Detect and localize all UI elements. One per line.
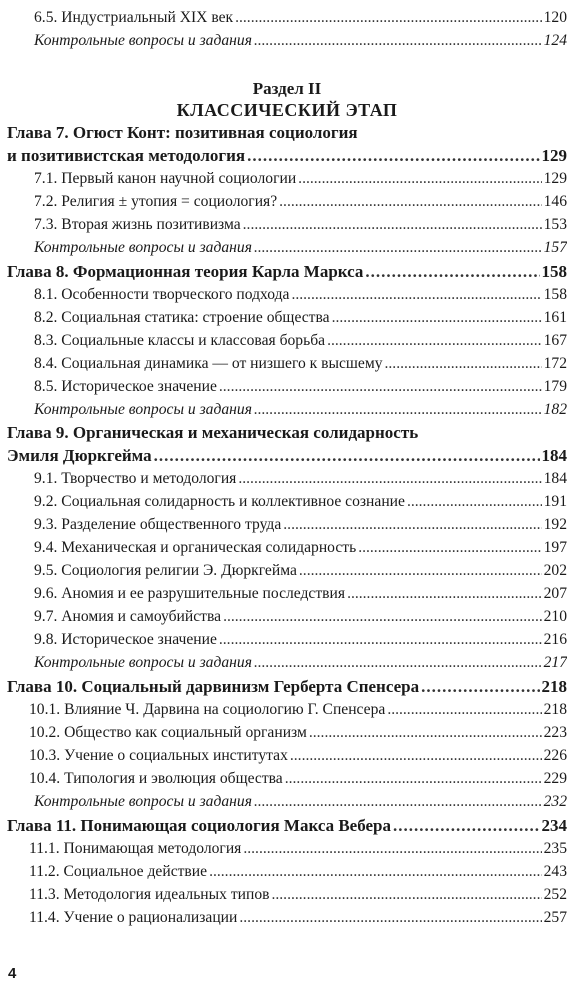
entry-title: 9.7. Аномия и самоубийства bbox=[34, 608, 222, 625]
toc-entry[interactable] bbox=[7, 467, 567, 490]
toc-entry[interactable] bbox=[7, 883, 567, 906]
pre-entries bbox=[7, 6, 567, 52]
chapter-page: 129 bbox=[541, 146, 567, 165]
table-of-contents bbox=[7, 6, 567, 929]
dot-leader bbox=[291, 283, 541, 306]
page-number: 4 bbox=[8, 965, 17, 982]
chapter-7 bbox=[7, 121, 567, 259]
entry-page: 207 bbox=[543, 585, 567, 602]
dot-leader bbox=[219, 628, 542, 651]
entry-page: 229 bbox=[543, 770, 567, 787]
entry-page: 120 bbox=[543, 9, 567, 26]
entry-title: 11.4. Учение о рационализации bbox=[29, 909, 238, 926]
entry-page: 232 bbox=[543, 793, 567, 810]
entry-title: 8.5. Историческое значение bbox=[34, 378, 217, 395]
toc-entry[interactable] bbox=[7, 559, 567, 582]
dot-leader bbox=[235, 6, 542, 29]
entry-page: 223 bbox=[543, 724, 567, 741]
dot-leader bbox=[283, 513, 541, 536]
entry-title: Контрольные вопросы и задания bbox=[34, 32, 252, 49]
entry-title: 9.6. Аномия и ее разрушительные последствия bbox=[34, 585, 346, 602]
entry-page: 129 bbox=[543, 170, 567, 187]
dot-leader bbox=[219, 375, 542, 398]
chapter-title-line1[interactable]: Глава 9. Органическая и механическая солидарность bbox=[7, 423, 419, 442]
dot-leader bbox=[243, 837, 541, 860]
entry-title: 11.3. Методология идеальных типов bbox=[29, 886, 270, 903]
dot-leader bbox=[247, 144, 539, 167]
chapter-10 bbox=[7, 675, 567, 813]
entry-title: 9.3. Разделение общественного труда bbox=[34, 516, 282, 533]
dot-leader bbox=[393, 814, 540, 837]
chapter-8 bbox=[7, 260, 567, 421]
dot-leader bbox=[327, 329, 542, 352]
toc-entry[interactable] bbox=[7, 306, 567, 329]
entry-page: 124 bbox=[543, 32, 567, 49]
toc-entry[interactable] bbox=[7, 860, 567, 883]
entry-page: 172 bbox=[543, 355, 567, 372]
toc-entry[interactable] bbox=[7, 167, 567, 190]
dot-leader bbox=[279, 190, 541, 213]
dot-leader bbox=[243, 213, 542, 236]
dot-leader bbox=[290, 744, 542, 767]
entry-title: 10.2. Общество как социальный организм bbox=[29, 724, 307, 741]
dot-leader bbox=[347, 582, 542, 605]
entry-title: 8.3. Социальные классы и классовая борьба bbox=[34, 332, 326, 349]
entry-title: Контрольные вопросы и задания bbox=[34, 401, 252, 418]
dot-leader bbox=[209, 860, 542, 883]
entry-page: 218 bbox=[543, 701, 567, 718]
dot-leader bbox=[223, 605, 542, 628]
chapter-title-line2: Эмиля Дюркгейма bbox=[7, 446, 152, 465]
entry-title: Контрольные вопросы и задания bbox=[34, 654, 252, 671]
toc-entry[interactable] bbox=[7, 721, 567, 744]
entry-page: 161 bbox=[543, 309, 567, 326]
toc-entry-questions[interactable] bbox=[7, 236, 567, 259]
entry-title: 7.3. Вторая жизнь позитивизма bbox=[34, 216, 241, 233]
dot-leader bbox=[385, 352, 542, 375]
entry-page: 243 bbox=[543, 863, 567, 880]
section-number: Раздел II bbox=[252, 79, 322, 98]
toc-entry[interactable] bbox=[7, 213, 567, 236]
toc-entry[interactable] bbox=[7, 628, 567, 651]
entry-title: 8.2. Социальная статика: строение общества bbox=[34, 309, 330, 326]
entry-page: 153 bbox=[543, 216, 567, 233]
entry-page: 197 bbox=[543, 539, 567, 556]
entry-title: 11.1. Понимающая методология bbox=[29, 840, 242, 857]
toc-entry[interactable] bbox=[7, 837, 567, 860]
toc-entry[interactable] bbox=[7, 352, 567, 375]
dot-leader bbox=[254, 790, 542, 813]
chapter-page: 158 bbox=[541, 262, 567, 281]
dot-leader bbox=[298, 167, 541, 190]
chapter-heading[interactable] bbox=[7, 260, 567, 283]
entry-page: 257 bbox=[543, 909, 567, 926]
dot-leader bbox=[254, 29, 542, 52]
entry-title: 6.5. Индустриальный XIX век bbox=[34, 9, 234, 26]
toc-entry[interactable] bbox=[7, 513, 567, 536]
dot-leader bbox=[238, 467, 541, 490]
entry-page: 179 bbox=[543, 378, 567, 395]
chapter-page: 184 bbox=[541, 446, 567, 465]
entry-page: 252 bbox=[543, 886, 567, 903]
entry-page: 191 bbox=[543, 493, 567, 510]
dot-leader bbox=[309, 721, 542, 744]
entry-title: 9.4. Механическая и органическая солидарность bbox=[34, 539, 357, 556]
entry-page: 202 bbox=[543, 562, 567, 579]
toc-entry[interactable] bbox=[7, 190, 567, 213]
toc-entry[interactable] bbox=[7, 906, 567, 929]
chapter-heading[interactable] bbox=[7, 675, 567, 698]
entry-page: 182 bbox=[543, 401, 567, 418]
entry-page: 167 bbox=[543, 332, 567, 349]
toc-entry[interactable] bbox=[7, 6, 567, 29]
entry-title: Контрольные вопросы и задания bbox=[34, 239, 252, 256]
entry-title: 10.4. Типология и эволюция общества bbox=[29, 770, 283, 787]
entry-title: 9.1. Творчество и методология bbox=[34, 470, 237, 487]
chapter-title-line1[interactable]: Глава 7. Огюст Конт: позитивная социология bbox=[7, 123, 358, 142]
section-heading bbox=[7, 79, 567, 121]
chapter-page: 234 bbox=[541, 816, 567, 835]
toc-entry[interactable] bbox=[7, 698, 567, 721]
chapter-title: Глава 10. Социальный дарвинизм Герберта Спенсера bbox=[7, 677, 420, 696]
entry-title: 9.8. Историческое значение bbox=[34, 631, 217, 648]
entry-page: 158 bbox=[543, 286, 567, 303]
toc-entry-questions[interactable] bbox=[7, 29, 567, 52]
entry-title: 10.3. Учение о социальных институтах bbox=[29, 747, 288, 764]
toc-entry-questions[interactable] bbox=[7, 651, 567, 674]
section-title: КЛАССИЧЕСКИЙ ЭТАП bbox=[176, 100, 398, 120]
toc-entry[interactable] bbox=[7, 329, 567, 352]
dot-leader bbox=[254, 236, 542, 259]
entry-title: 8.1. Особенности творческого подхода bbox=[34, 286, 290, 303]
dot-leader bbox=[358, 536, 541, 559]
entry-title: Контрольные вопросы и задания bbox=[34, 793, 252, 810]
toc-entry[interactable] bbox=[7, 375, 567, 398]
toc-entry-questions[interactable] bbox=[7, 790, 567, 813]
entry-page: 157 bbox=[543, 239, 567, 256]
toc-entry[interactable] bbox=[7, 767, 567, 790]
entry-title: 8.4. Социальная динамика — от низшего к высшему bbox=[34, 355, 383, 372]
chapter-heading[interactable] bbox=[7, 814, 567, 837]
toc-entry-questions[interactable] bbox=[7, 398, 567, 421]
dot-leader bbox=[299, 559, 542, 582]
chapter-page: 218 bbox=[541, 677, 567, 696]
entry-title: 9.2. Социальная солидарность и коллективное сознание bbox=[34, 493, 405, 510]
toc-entry[interactable] bbox=[7, 283, 567, 306]
entry-title: 7.1. Первый канон научной социологии bbox=[34, 170, 297, 187]
toc-entry[interactable] bbox=[7, 605, 567, 628]
entry-page: 226 bbox=[543, 747, 567, 764]
dot-leader bbox=[365, 260, 539, 283]
toc-entry[interactable] bbox=[7, 490, 567, 513]
dot-leader bbox=[407, 490, 542, 513]
chapter-title: Глава 11. Понимающая социология Макса Вебера bbox=[7, 816, 391, 835]
dot-leader bbox=[254, 651, 542, 674]
chapter-heading[interactable] bbox=[7, 444, 567, 467]
dot-leader bbox=[387, 698, 541, 721]
entry-page: 184 bbox=[543, 470, 567, 487]
entry-title: 9.5. Социология религии Э. Дюркгейма bbox=[34, 562, 297, 579]
toc-entry[interactable] bbox=[7, 744, 567, 767]
entry-page: 216 bbox=[543, 631, 567, 648]
dot-leader bbox=[332, 306, 542, 329]
entry-page: 235 bbox=[543, 840, 567, 857]
toc-entry[interactable] bbox=[7, 582, 567, 605]
chapter-title: Глава 8. Формационная теория Карла Маркса bbox=[7, 262, 364, 281]
entry-title: 11.2. Социальное действие bbox=[29, 863, 208, 880]
dot-leader bbox=[421, 675, 539, 698]
entry-page: 217 bbox=[543, 654, 567, 671]
dot-leader bbox=[254, 398, 542, 421]
chapter-title-line2: и позитивистская методология bbox=[7, 146, 246, 165]
chapter-11 bbox=[7, 814, 567, 929]
entry-title: 7.2. Религия ± утопия = социология? bbox=[34, 193, 278, 210]
dot-leader bbox=[239, 906, 541, 929]
dot-leader bbox=[154, 444, 540, 467]
chapter-heading[interactable] bbox=[7, 144, 567, 167]
entry-page: 210 bbox=[543, 608, 567, 625]
toc-entry[interactable] bbox=[7, 536, 567, 559]
entry-page: 192 bbox=[543, 516, 567, 533]
dot-leader bbox=[271, 883, 541, 906]
chapter-9 bbox=[7, 421, 567, 674]
dot-leader bbox=[285, 767, 542, 790]
entry-title: 10.1. Влияние Ч. Дарвина на социологию Г. Спенсера bbox=[29, 701, 386, 718]
entry-page: 146 bbox=[543, 193, 567, 210]
